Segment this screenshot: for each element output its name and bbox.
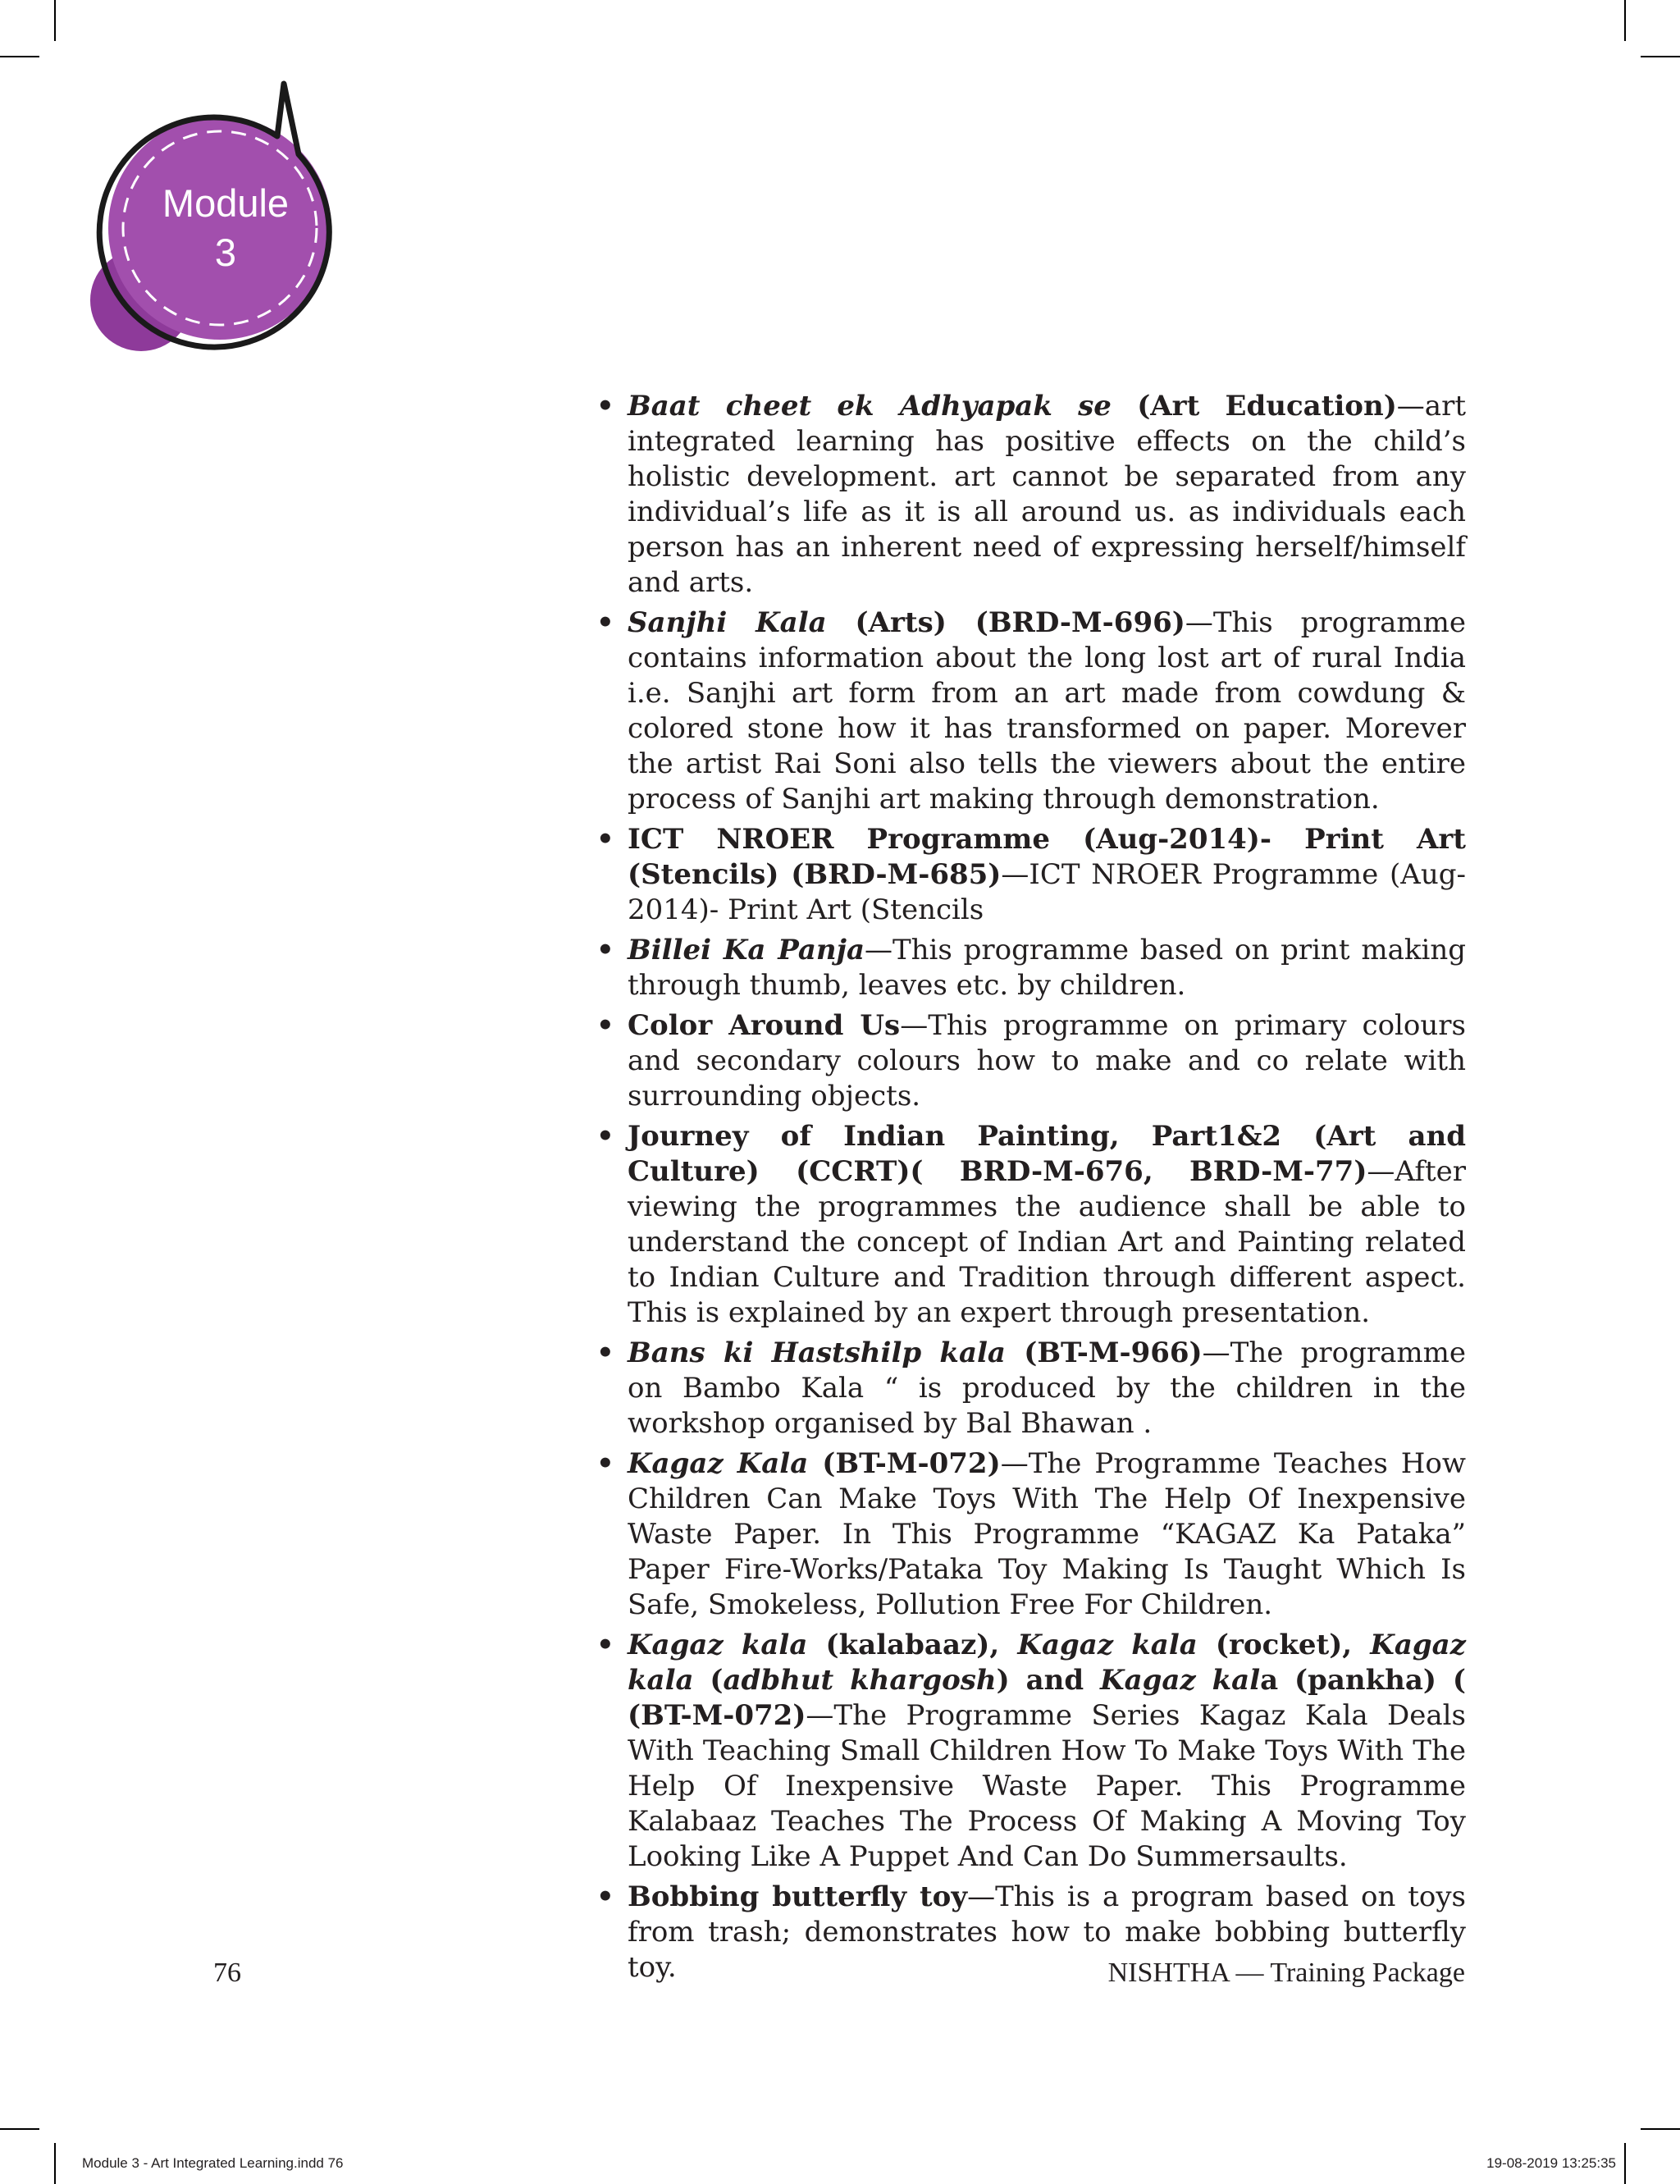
- list-item: [596, 1336, 1466, 1442]
- item-heading-text: Bobbing butterfly toy: [628, 1880, 968, 1913]
- item-heading-text: Billei Ka Panja: [628, 934, 865, 966]
- item-heading-text: (BT-M-966): [1005, 1336, 1203, 1369]
- item-description-text: —This is a program based on toys from trash; demonstrates how to make bobbing butterfly toy.: [628, 1880, 1466, 1984]
- item-description-text: —art integrated learning has positive effects on the child’s holistic development. art cannot be separated from any individual’s life as it is all around us. as individuals each person has an inherent need of expressing herself/himself and arts.: [628, 390, 1466, 599]
- item-heading-text: Kagaz kala: [1017, 1629, 1198, 1661]
- item-description-text: —ICT NROER Programme (Aug-2014)- Print Art (Stencils: [628, 858, 1466, 926]
- module-word: Module: [162, 181, 290, 225]
- programme-list-section: [596, 389, 1466, 1990]
- item-heading-text: Baat cheet ek Adhyapak se: [628, 390, 1112, 423]
- item-heading-text: Sanjhi Kala: [628, 606, 827, 639]
- item-heading-text: adbhut khargosh: [723, 1664, 997, 1697]
- item-heading-text: (Arts) (BRD-M-696): [826, 606, 1185, 639]
- crop-mark-bottom-left-v: [54, 2143, 56, 2184]
- module-label: [156, 179, 295, 277]
- crop-mark-top-right-h: [1641, 56, 1680, 57]
- list-item: [596, 1446, 1466, 1623]
- item-description-text: —This programme contains information about the long lost art of rural India i.e. Sanjhi art form from an art made from cowdung & colored stone how it has transformed on paper. Morever the artist Rai Soni also tells the viewers about the entire process of Sanjhi art making through demonstration.: [628, 606, 1466, 816]
- module-number: 3: [214, 231, 237, 274]
- list-item: [596, 1628, 1466, 1875]
- item-description-text: —The Programme Series Kagaz Kala Deals With Teaching Small Children How To Make Toys With The Help Of Inexpensive Waste Paper. This Programme Kalabaaz Teaches The Process Of Making A Moving Toy Looking Like A Puppet And Can Do Summersaults.: [628, 1699, 1466, 1873]
- item-heading-text: Bans ki Hastshilp kala: [628, 1336, 1006, 1369]
- item-heading-text: (rocket),: [1197, 1629, 1371, 1661]
- crop-mark-bottom-right-h: [1641, 2128, 1680, 2130]
- item-heading-text: Color Around Us: [628, 1009, 901, 1042]
- page-number: 76: [213, 1958, 241, 1988]
- item-heading-text: Journey of Indian Painting, Part1&2 (Art and Culture) (CCRT)( BRD-M-676, BRD-M-77): [628, 1120, 1466, 1188]
- item-heading-text: Kagaz kala: [628, 1629, 1466, 1697]
- item-heading-text: (kalabaaz),: [807, 1629, 1018, 1661]
- item-heading-text: ICT NROER Programme (Aug-2014)- Print Art (Stencils) (BRD-M-685): [628, 823, 1466, 891]
- list-item: [596, 1008, 1466, 1114]
- item-heading-text: Kagaz kala: [628, 1629, 808, 1661]
- list-item: [596, 822, 1466, 928]
- crop-mark-bottom-right-v: [1624, 2143, 1626, 2184]
- list-item: [596, 1119, 1466, 1331]
- item-description-text: —This programme based on print making through thumb, leaves etc. by children.: [628, 934, 1467, 1002]
- module-badge: [82, 66, 361, 361]
- crop-mark-top-right-v: [1624, 0, 1626, 41]
- item-description-text: —After viewing the programmes the audience shall be able to understand the concept of Indian Art and Painting related to Indian Culture and Tradition through different aspect. This is explained by an expert through presentation.: [628, 1155, 1466, 1329]
- crop-mark-top-left-h: [0, 56, 39, 57]
- item-heading-text: ) and: [996, 1664, 1101, 1697]
- crop-mark-bottom-left-h: [0, 2128, 39, 2130]
- item-description-text: —The programme on Bambo Kala “ is produced by the children in the workshop organised by Bal Bhawan .: [628, 1336, 1466, 1440]
- list-item: [596, 389, 1466, 601]
- programme-list: [596, 389, 1466, 1985]
- item-heading-text: Kagaz Kala: [628, 1447, 809, 1480]
- crop-mark-top-left-v: [54, 0, 56, 41]
- slug-file: Module 3 - Art Integrated Learning.indd 76: [82, 2155, 344, 2171]
- running-title: NISHTHA — Training Package: [1107, 1958, 1465, 1988]
- item-heading-text: a (pankha) ( (BT-M-072): [628, 1664, 1466, 1732]
- item-heading-text: (Art Education): [1111, 390, 1397, 423]
- item-heading-text: (: [693, 1664, 724, 1697]
- item-description-text: —The Programme Teaches How Children Can Make Toys With The Help Of Inexpensive Waste Paper. In This Programme “KAGAZ Ka Pataka” Paper Fire-Works/Pataka Toy Making Is Taught Which Is Safe, Smokeless, Pollution Free For Children.: [628, 1447, 1466, 1621]
- item-description-text: —This programme on primary colours and secondary colours how to make and co relate with surrounding objects.: [628, 1009, 1466, 1113]
- list-item: [596, 933, 1466, 1003]
- list-item: [596, 605, 1466, 817]
- item-heading-text: Kagaz kal: [1100, 1664, 1261, 1697]
- slug-timestamp: 19-08-2019 13:25:35: [1486, 2155, 1616, 2171]
- item-heading-text: (BT-M-072): [808, 1447, 1001, 1480]
